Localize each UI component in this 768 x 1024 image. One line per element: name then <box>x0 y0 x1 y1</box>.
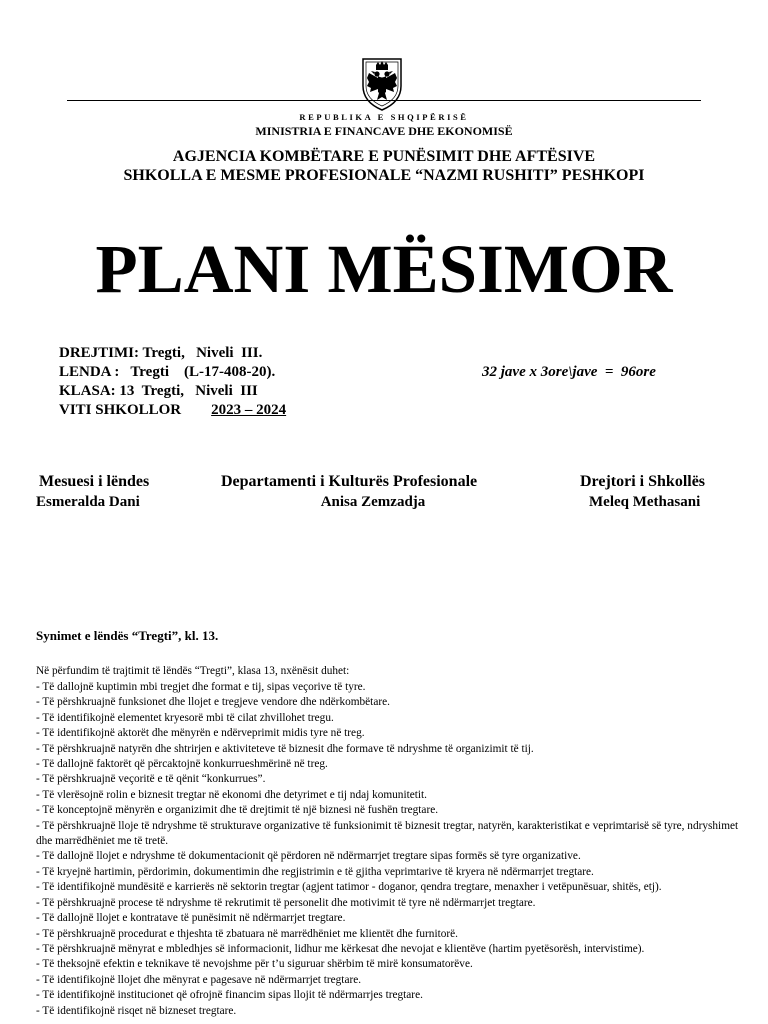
objective-item: - Të përshkruajnë procese të ndryshme të rekrutimit të personelit dhe motivimit të tyre në ndërmarrjet tregtare. <box>36 896 536 909</box>
header-divider <box>67 100 701 101</box>
objective-item: - Të përshkruajnë funksionet dhe llojet e tregjeve vendore dhe ndërkombëtare. <box>36 696 390 709</box>
hours-calculation: 32 jave x 3ore\jave = 96ore <box>482 364 656 380</box>
objective-item: - Të theksojnë efektin e teknikave të nevojshme për t’u siguruar shërbim të mirë konsumatorëve. <box>36 958 473 971</box>
viti-label: VITI SHKOLLOR <box>59 402 212 418</box>
republic-name: REPUBLIKA E SHQIPËRISË <box>299 112 469 122</box>
objective-item: - Të përshkruajnë lloje të ndryshme të strukturave organizative të funksionimit të biznesit tregtar, natyrën, karakteristikat e veprimtarisë së tyre, ndryshimet dhe marrëdhëniet me të tretë. <box>36 819 739 848</box>
objective-item: - Të përshkruajnë natyrën dhe shtrirjen e aktiviteteve të biznesit dhe formave të ndryshme të organizimit të tij. <box>36 742 534 755</box>
objective-item: - Të dallojnë llojet e ndryshme të dokumentacionit që përdoren në ndërmarrjet tregtare sipas formës së tyre organizative. <box>36 850 581 863</box>
objective-item: - Të vlerësojnë rolin e biznesit tregtar në ekonomi dhe detyrimet e tij ndaj komunitetit. <box>36 788 427 801</box>
objectives-list <box>36 680 740 1019</box>
objective-item: - Të përshkruajnë procedurat e thjeshta të zbatuara në marrëdhëniet me klientët dhe furnitorë. <box>36 927 458 940</box>
signature-role-director: Drejtori i Shkollës <box>580 473 706 490</box>
school-name: SHKOLLA E MESME PROFESIONALE “NAZMI RUSHITI” PESHKOPI <box>123 167 645 184</box>
objective-item: - Të identifikojnë elementet kryesorë mbi të cilat zhvillohet tregu. <box>36 711 334 724</box>
objective-item: - Të dallojnë llojet e kontratave të punësimit në ndërmarrjet tregtare. <box>36 912 346 925</box>
objective-item: - Të përshkruajnë veçoritë e të qënit “konkurrues”. <box>36 773 266 786</box>
signature-name-department: Anisa Zemzadja <box>320 494 426 510</box>
objective-item: - Të konceptojnë mënyrën e organizimit dhe të drejtimit të një biznesi në fushën tregtare. <box>36 804 439 817</box>
info-drejtimi: DREJTIMI: Tregti, Niveli III. <box>59 345 263 361</box>
info-lenda: LENDA : Tregti (L-17-408-20). <box>59 364 276 380</box>
objective-item: - Të identifikojnë aktorët dhe mënyrën e ndërveprimit midis tyre në treg. <box>36 727 365 740</box>
objectives-heading: Synimet e lëndës “Tregti”, kl. 13. <box>36 628 219 643</box>
objective-item: - Të identifikojnë risqet në bizneset tregtare. <box>36 1004 237 1017</box>
signature-name-teacher: Esmeralda Dani <box>36 494 140 510</box>
ministry-name: MINISTRIA E FINANCAVE DHE EKONOMISË <box>255 124 513 138</box>
agency-name: AGJENCIA KOMBËTARE E PUNËSIMIT DHE AFTËSIVE <box>172 148 596 165</box>
signature-name-director: Meleq Methasani <box>589 494 701 510</box>
info-viti <box>59 402 286 419</box>
signature-role-department: Departamenti i Kulturës Profesionale <box>221 473 478 490</box>
viti-value: 2023 – 2024 <box>211 402 287 418</box>
signature-role-teacher: Mesuesi i lëndes <box>39 473 150 490</box>
objective-item: - Të identifikojnë institucionet që ofrojnë financim sipas llojit të ndërmarrjes tregtare. <box>36 989 423 1002</box>
objective-item: - Të identifikojnë llojet dhe mënyrat e pagesave në ndërmarrjet tregtare. <box>36 973 362 986</box>
albanian-eagle-emblem-icon <box>359 56 405 112</box>
document-title: PLANI MËSIMOR <box>95 231 673 307</box>
objectives-intro: Në përfundim të trajtimit të lëndës “Tregti”, klasa 13, nxënësit duhet: <box>36 665 350 677</box>
objective-item: - Të përshkruajnë mënyrat e mbledhjes së informacionit, lidhur me kërkesat dhe nevojat e klientëve (hartim pyetësorësh, intervistime). <box>36 942 645 955</box>
objective-item: - Të dallojnë faktorët që përcaktojnë konkurrueshmërinë në treg. <box>36 758 328 771</box>
objective-item: - Të dallojnë kuptimin mbi tregjet dhe format e tij, sipas veçorive të tyre. <box>36 681 366 693</box>
info-klasa: KLASA: 13 Tregti, Niveli III <box>59 383 258 399</box>
objective-item: - Të kryejnë hartimin, përdorimin, dokumentimin dhe regjistrimin e të gjitha veprimtarive të kryera në ndërmarrjet tregtare. <box>36 865 594 878</box>
objective-item: - Të identifikojnë mundësitë e karrierës në sektorin tregtar (agjent tatimor - doganor, qendra tregtare, menaxher i vetëpunësuar, shitës, etj). <box>36 881 662 894</box>
